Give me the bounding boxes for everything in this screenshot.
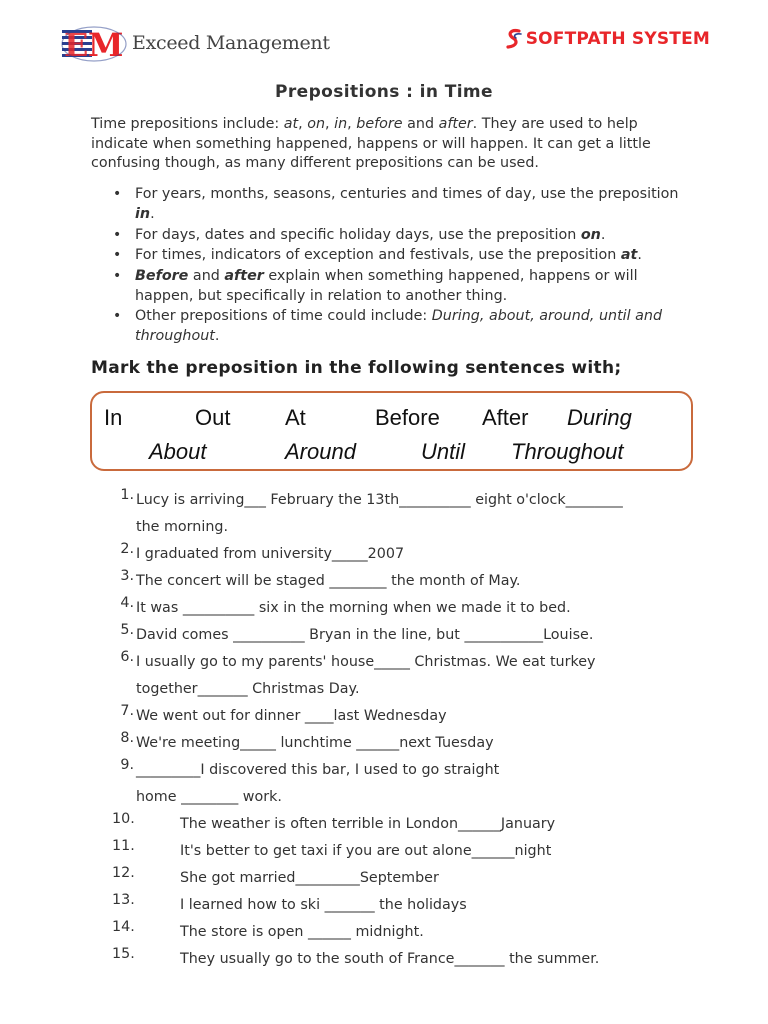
softpath-s-icon	[505, 28, 523, 50]
word-after: After	[482, 405, 529, 430]
list-item: • For years, months, seasons, centuries and times of day, use the preposition in.	[135, 184, 681, 224]
preposition-word-box	[90, 391, 693, 471]
softpath-logo	[505, 28, 710, 50]
word-until: Until	[421, 439, 466, 464]
word-out: Out	[195, 405, 231, 430]
partner-name: SOFTPATH SYSTEM	[525, 29, 710, 49]
word-throughout: Throughout	[511, 439, 624, 464]
svg-text:E: E	[64, 26, 89, 64]
exercise-heading: Mark the preposition in the following sentences with;	[91, 358, 622, 378]
page-title: Prepositions : in Time	[275, 82, 493, 102]
intro-paragraph: Time prepositions include: at, on, in, before and after. They are used to help indicate when something happened, happens or will happen. It can get a little confusing though, as many different prepositions can be used.	[91, 116, 651, 171]
list-item: • For days, dates and specific holiday days, use the preposition on.	[135, 225, 681, 245]
word-around: Around	[285, 439, 356, 464]
exceed-management-logo	[60, 24, 130, 64]
page-header	[60, 24, 710, 64]
word-during: During	[567, 405, 632, 430]
list-item: • Before and after explain when something happened, happens or will happen, but specifically in relation to another thing.	[135, 266, 681, 306]
list-item: • Other prepositions of time could include: During, about, around, until and throughout.	[135, 306, 681, 346]
svg-text:M: M	[88, 26, 124, 64]
rules-bullet-list	[91, 184, 681, 347]
brand-name: Exceed Management	[132, 32, 330, 54]
word-in: In	[104, 405, 123, 430]
list-item: • For times, indicators of exception and festivals, use the preposition at.	[135, 245, 681, 265]
word-about: About	[149, 439, 207, 464]
word-at: At	[285, 405, 306, 430]
word-before: Before	[375, 405, 440, 430]
